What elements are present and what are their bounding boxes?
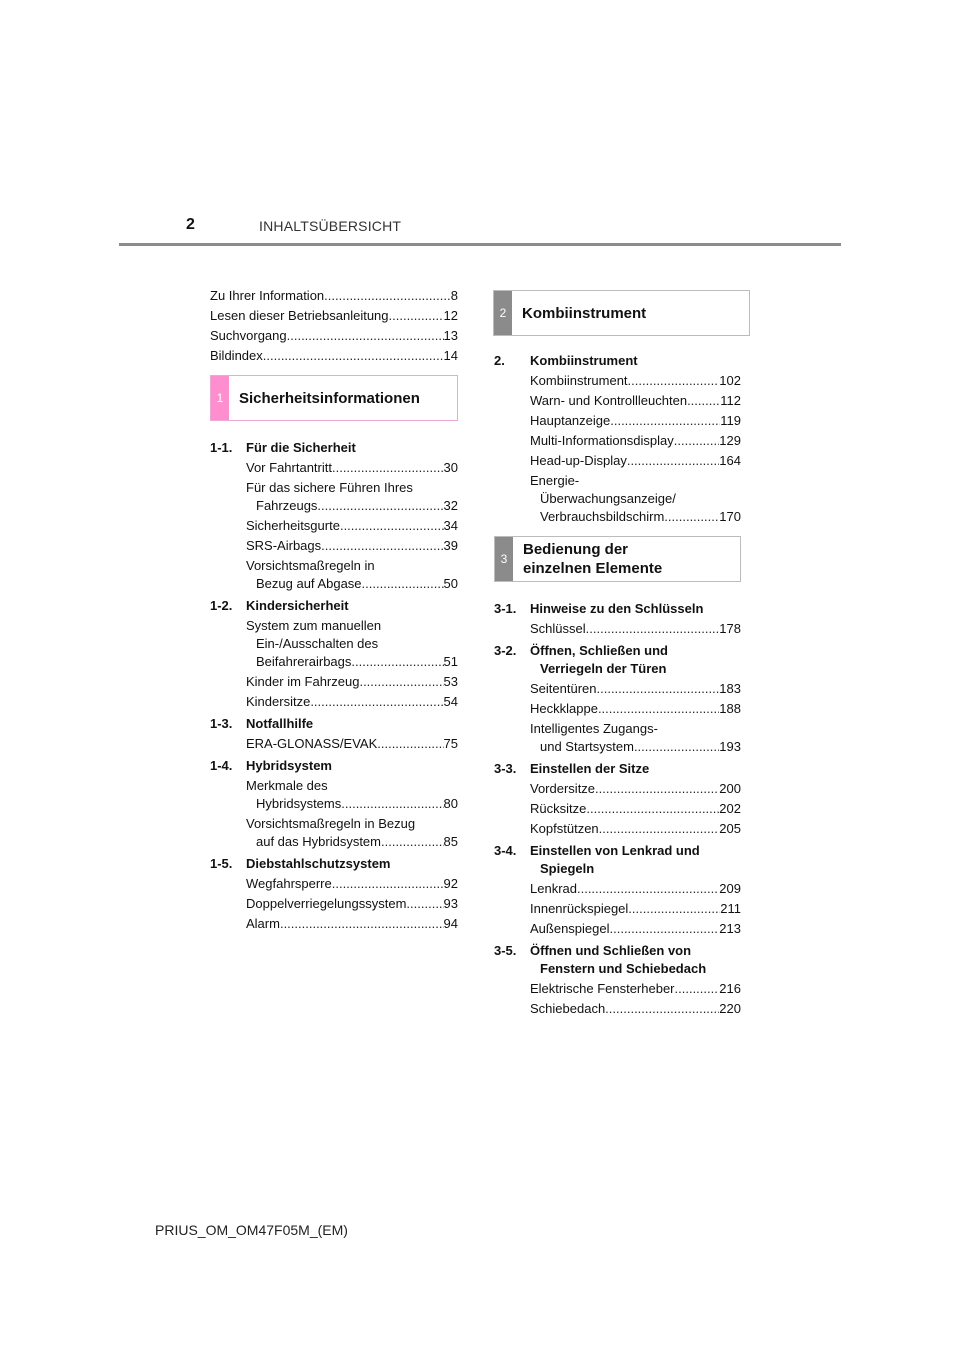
document-code: PRIUS_OM_OM47F05M_(EM) xyxy=(155,1222,348,1238)
toc-entry[interactable]: Vorsichtsmaßregeln in Bezug auf Abgase ..... 50 xyxy=(246,557,458,593)
toc-entry[interactable]: Hauptanzeige ..... 119 xyxy=(530,412,741,430)
page-number: 2 xyxy=(186,216,195,233)
toc-entry[interactable]: System zum manuellen Ein-/Ausschalten des Beifahrerairbags ..... 51 xyxy=(246,617,458,671)
toc-entry[interactable]: Lenkrad ..... 209 xyxy=(530,880,741,898)
toc-entry[interactable]: Schiebedach ..... 220 xyxy=(530,1000,741,1018)
toc-entry[interactable]: Sicherheitsgurte ..... 34 xyxy=(246,517,458,535)
section-tab: 2 xyxy=(494,291,512,335)
toc-intro xyxy=(210,287,458,365)
header-divider xyxy=(119,243,841,246)
page-title: INHALTSÜBERSICHT xyxy=(259,218,402,234)
section-3-header[interactable] xyxy=(494,536,741,582)
toc-entry[interactable]: Lesen dieser Betriebsanleitung ..... 12 xyxy=(210,307,458,325)
subsection-heading[interactable]: 1-4. Hybridsystem xyxy=(210,758,332,773)
subsection-heading[interactable]: 1-1. Für die Sicherheit xyxy=(210,440,356,455)
toc-entry[interactable]: Multi-Informationsdisplay ..... 129 xyxy=(530,432,741,450)
toc-entry[interactable]: Energie- Überwachungsanzeige/ Verbrauchsbildschirm ..... 170 xyxy=(530,472,741,526)
toc-entry[interactable]: Head-up-Display ..... 164 xyxy=(530,452,741,470)
toc-entry[interactable]: Warn- und Kontrollleuchten ..... 112 xyxy=(530,392,741,410)
subsection-heading[interactable]: 3-3. Einstellen der Sitze xyxy=(494,761,650,776)
toc-entry[interactable]: ERA-GLONASS/EVAK ..... 75 xyxy=(246,735,458,753)
toc-entry[interactable]: Vorsichtsmaßregeln in Bezug auf das Hybridsystem ..... 85 xyxy=(246,815,458,851)
toc-entry[interactable]: Suchvorgang ..... 13 xyxy=(210,327,458,345)
toc-entry[interactable]: Kopfstützen ..... 205 xyxy=(530,820,741,838)
toc-entry[interactable]: Zu Ihrer Information ..... 8 xyxy=(210,287,458,305)
toc-right-column xyxy=(494,352,741,1020)
subsection-heading[interactable]: 1-2. Kindersicherheit xyxy=(210,598,349,613)
section-title: Bedienung der einzelnen Elemente xyxy=(523,541,663,577)
toc-entry[interactable]: Außenspiegel ..... 213 xyxy=(530,920,741,938)
toc-left-column xyxy=(210,287,458,935)
toc-entry[interactable]: Für das sichere Führen Ihres Fahrzeugs ..... 32 xyxy=(246,479,458,515)
toc-entry[interactable]: Doppelverriegelungssystem ..... 93 xyxy=(246,895,458,913)
subsection-heading[interactable]: 3-1. Hinweise zu den Schlüsseln xyxy=(494,601,704,616)
subsection-heading[interactable]: 1-5. Diebstahlschutzsystem xyxy=(210,856,391,871)
toc-entry[interactable]: Schlüssel ..... 178 xyxy=(530,620,741,638)
toc-entry[interactable]: Kombiinstrument ..... 102 xyxy=(530,372,741,390)
toc-entry[interactable]: Elektrische Fensterheber ..... 216 xyxy=(530,980,741,998)
section-title: Kombiinstrument xyxy=(522,305,647,322)
subsection-heading[interactable]: 1-3. Notfallhilfe xyxy=(210,716,314,731)
toc-entry[interactable]: Wegfahrsperre ..... 92 xyxy=(246,875,458,893)
subsection-heading[interactable]: 3-4. Einstellen von Lenkrad und Spiegeln xyxy=(494,843,700,876)
toc-entry[interactable]: Vordersitze ..... 200 xyxy=(530,780,741,798)
toc-entry[interactable]: Kindersitze ..... 54 xyxy=(246,693,458,711)
toc-entry[interactable]: Merkmale des Hybridsystems ..... 80 xyxy=(246,777,458,813)
section-tab: 3 xyxy=(495,537,513,581)
toc-entry[interactable]: Rücksitze ..... 202 xyxy=(530,800,741,818)
toc-entry[interactable]: Seitentüren ..... 183 xyxy=(530,680,741,698)
subsection-heading[interactable]: 2. Kombiinstrument xyxy=(494,353,638,368)
toc-entry[interactable]: Intelligentes Zugangs- und Startsystem ..... 193 xyxy=(530,720,741,756)
subsection-heading[interactable]: 3-2. Öffnen, Schließen und Verriegeln der Türen xyxy=(494,643,668,676)
section-2-header[interactable] xyxy=(493,290,750,336)
toc-entry[interactable]: Alarm ..... 94 xyxy=(246,915,458,933)
toc-entry[interactable]: Innenrückspiegel ..... 211 xyxy=(530,900,741,918)
toc-entry[interactable]: SRS-Airbags ..... 39 xyxy=(246,537,458,555)
toc-entry[interactable]: Kinder im Fahrzeug ..... 53 xyxy=(246,673,458,691)
toc-entry[interactable]: Vor Fahrtantritt ..... 30 xyxy=(246,459,458,477)
subsection-heading[interactable]: 3-5. Öffnen und Schließen von Fenstern und Schiebedach xyxy=(494,943,707,976)
section-title: Sicherheitsinformationen xyxy=(239,390,420,407)
toc-entry[interactable]: Heckklappe ..... 188 xyxy=(530,700,741,718)
section-1-header[interactable] xyxy=(210,375,458,421)
toc-entry[interactable]: Bildindex ..... 14 xyxy=(210,347,458,365)
section-tab: 1 xyxy=(211,376,229,420)
